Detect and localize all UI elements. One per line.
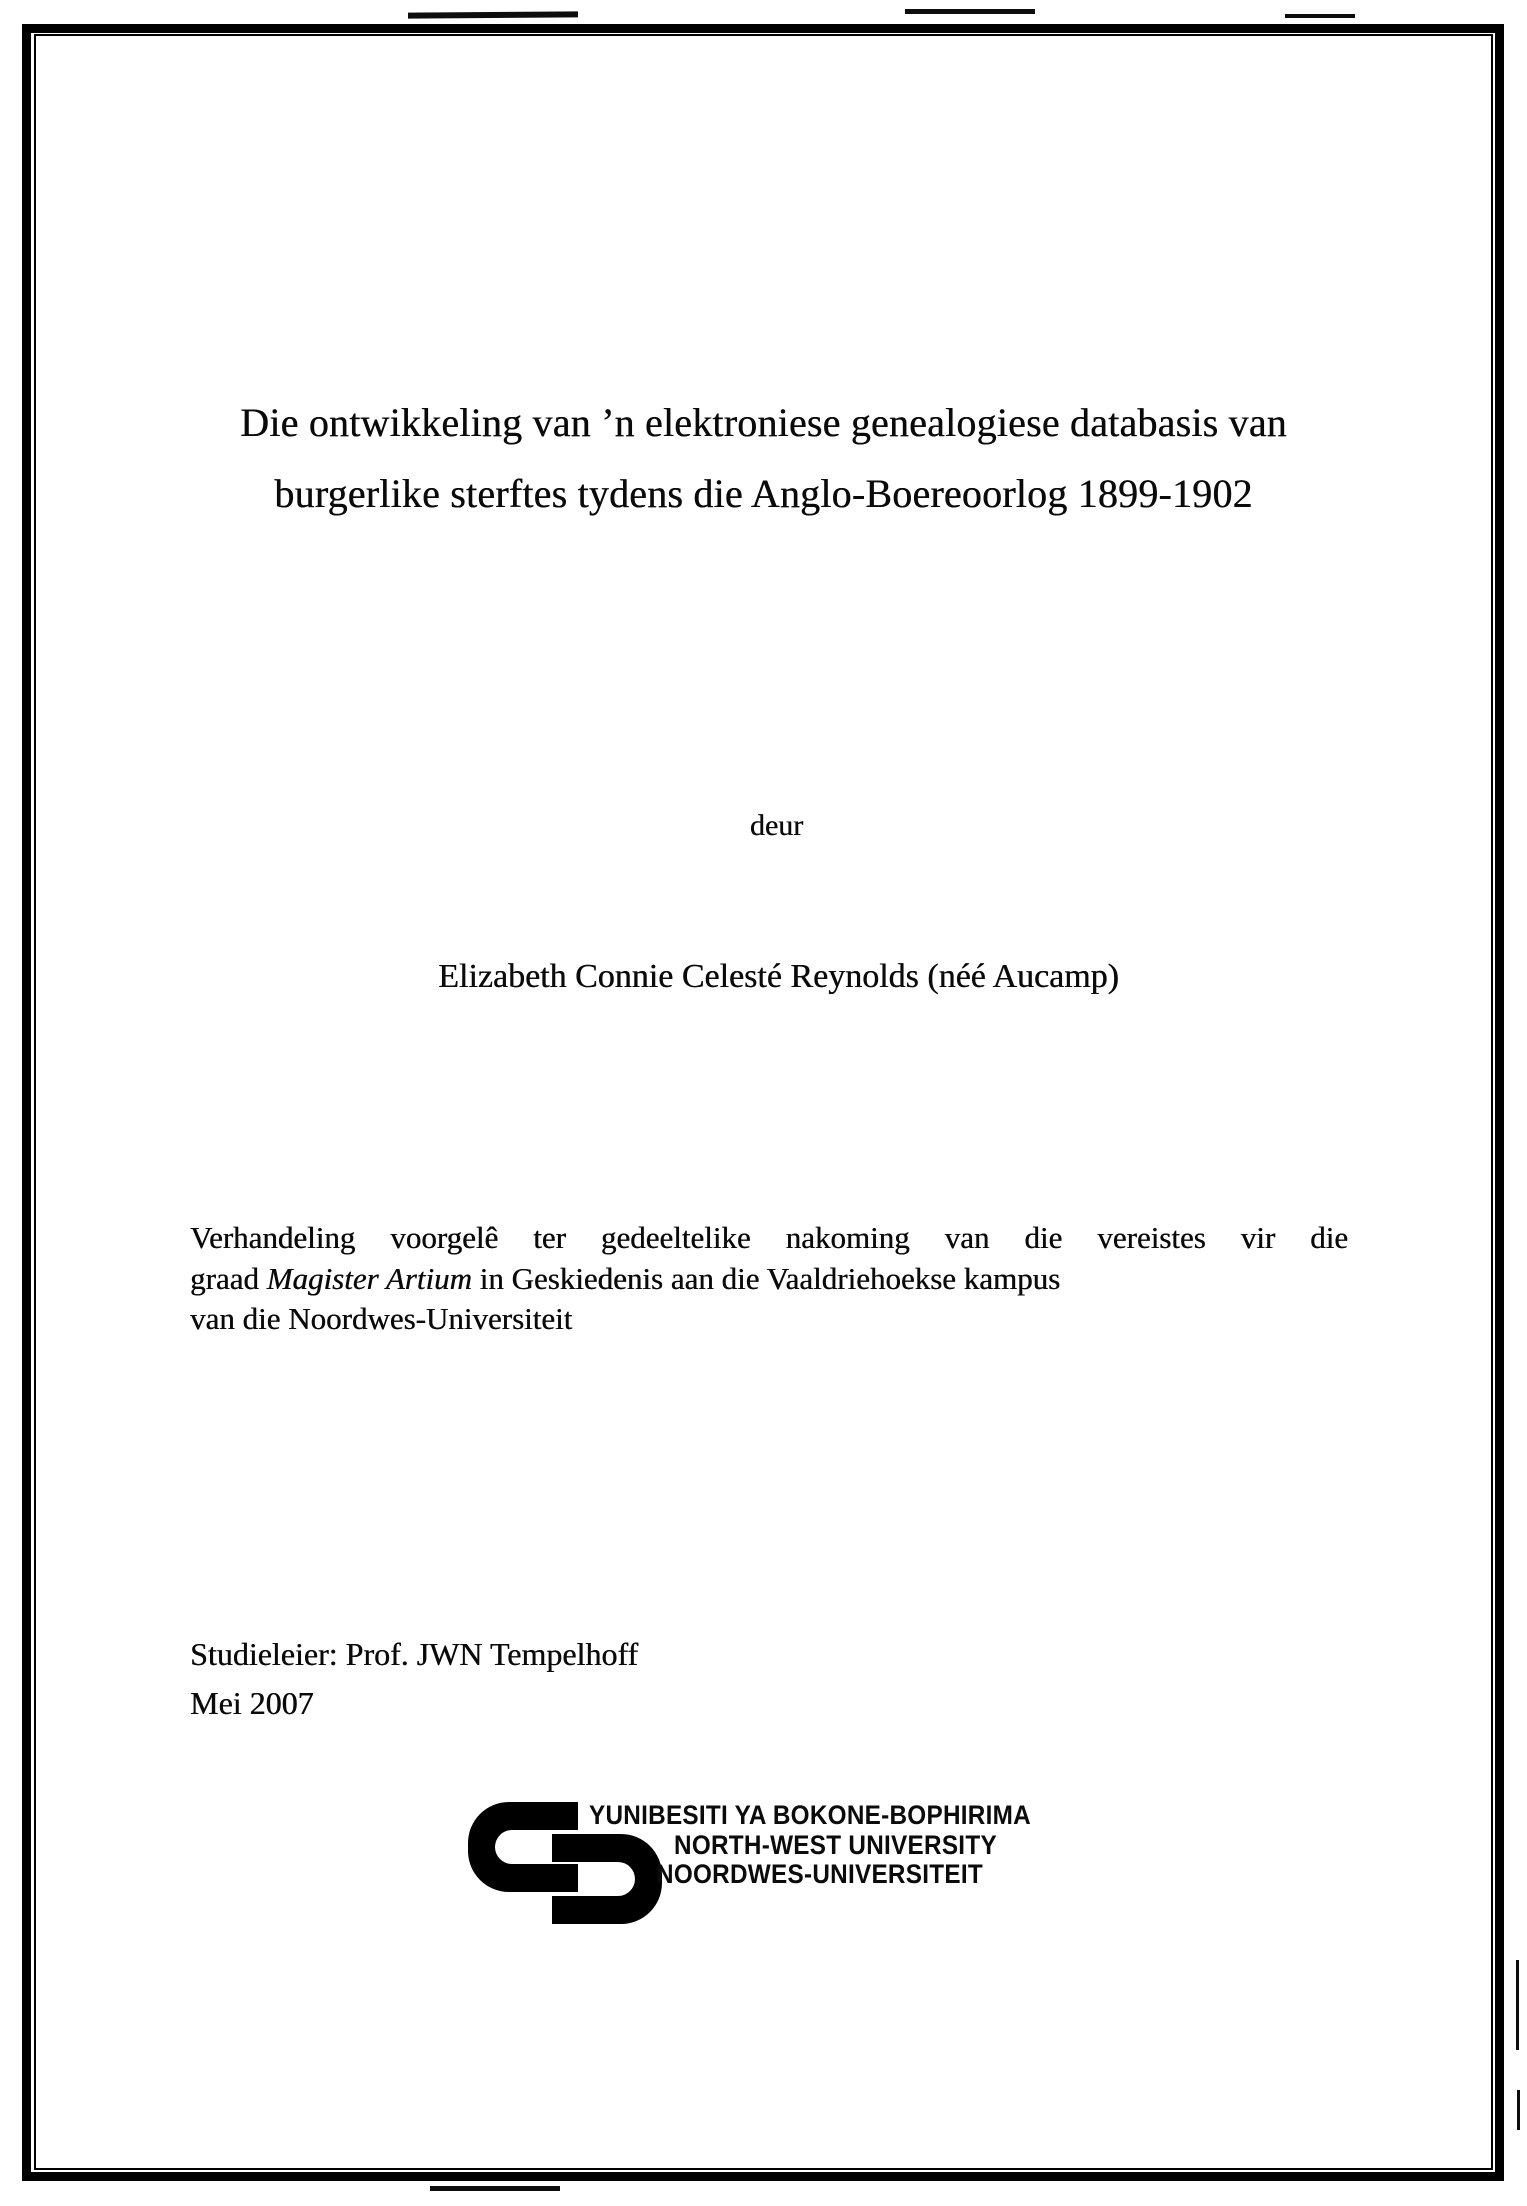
declaration-paragraph (190, 1218, 1348, 1340)
scan-artifact (408, 11, 578, 18)
scan-artifact (1516, 1960, 1519, 2050)
scan-artifact (905, 9, 1035, 14)
declaration-line-2-pre: graad (190, 1260, 267, 1296)
declaration-line-3: van die Noordwes-Universiteit (190, 1301, 573, 1336)
supervisor-line: Studieleier: Prof. JWN Tempelhoff (190, 1636, 639, 1672)
scan-artifact (1285, 14, 1355, 18)
byline-deur: deur (749, 809, 804, 842)
date-line: Mei 2007 (190, 1685, 314, 1721)
thesis-title (0, 387, 1527, 529)
university-logo-text (589, 1801, 1080, 1890)
logo-line-setswana: YUNIBESITI YA BOKONE-BOPHIRIMA (589, 1800, 1031, 1830)
declaration-line-2 (190, 1259, 1348, 1300)
title-line-2: burgerlike sterftes tydens die Anglo-Boereoorlog 1899-1902 (274, 471, 1253, 516)
declaration-line-2-post: in Geskiedenis aan die Vaaldriehoekse kampus (471, 1260, 1061, 1296)
scan-artifact (430, 2186, 560, 2191)
author-name: Elizabeth Connie Celesté Reynolds (néé Aucamp) (438, 958, 1119, 995)
scan-artifact (1517, 2090, 1520, 2130)
logo-line-afrikaans: NOORDWES-UNIVERSITEIT (656, 1859, 983, 1889)
title-line-1: Die ontwikkeling van ’n elektroniese genealogiese databasis van (240, 400, 1287, 445)
declaration-line-1: Verhandeling voorgelê ter gedeeltelike nakoming van die vereistes vir die (190, 1220, 1348, 1255)
declaration-degree-name: Magister Artium (266, 1260, 472, 1296)
logo-line-english: NORTH-WEST UNIVERSITY (674, 1829, 997, 1860)
